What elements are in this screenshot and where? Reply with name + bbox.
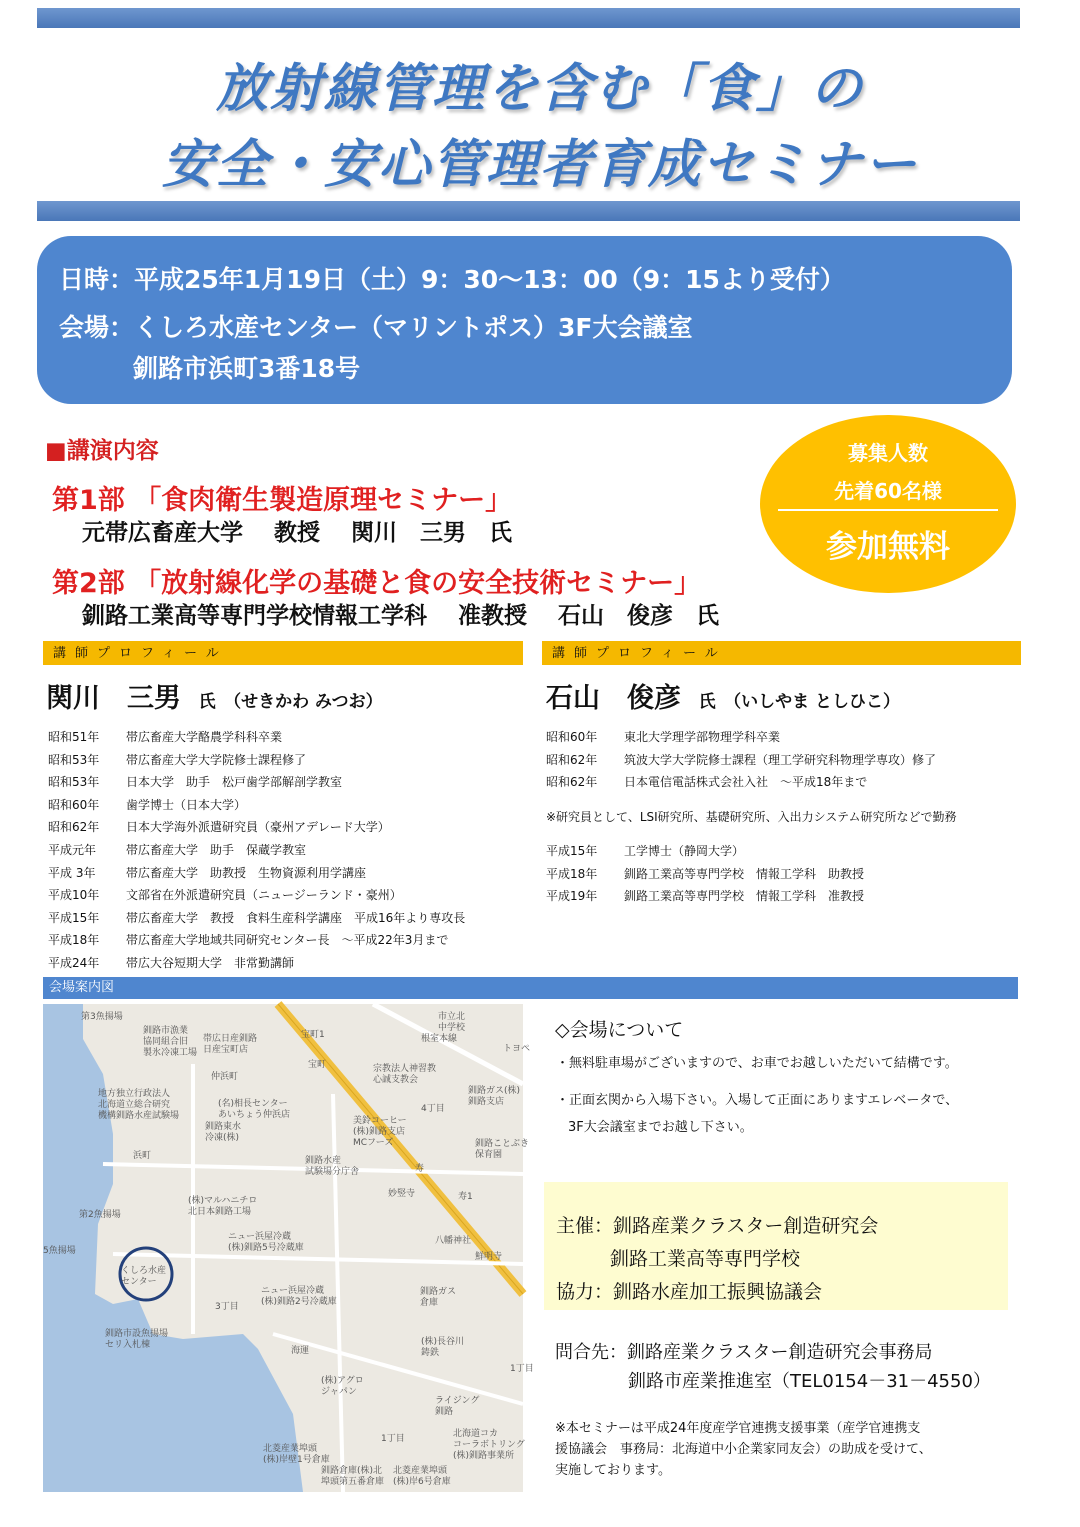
profile1-name: 関川 三男 — [46, 683, 181, 714]
venue-map[interactable] — [43, 1004, 534, 1492]
career-row — [546, 774, 867, 790]
career-text: 帯広畜産大学 助手 保蔵学教室 — [126, 843, 307, 857]
career-row — [48, 955, 294, 971]
street-2 — [113, 1254, 523, 1264]
career-row — [48, 842, 306, 858]
badge-line2: 先着60名様 — [834, 479, 942, 503]
career-year: 昭和51年 — [48, 730, 100, 744]
career-row — [546, 843, 744, 859]
map-label: 寿1 — [458, 1192, 473, 1202]
career-year: 平成元年 — [48, 843, 97, 857]
map-label: 第3魚揚場 — [81, 1012, 123, 1022]
map-label: (株)マルハニチロ 北日本釧路工場 — [188, 1196, 258, 1217]
contact-line1: 問合先：釧路産業クラスター創造研究会事務局 — [555, 1342, 933, 1363]
badge-divider — [778, 509, 998, 511]
career-year: 昭和53年 — [48, 752, 100, 767]
career-year: 昭和62年 — [546, 775, 598, 790]
map-label: 鮮明寺 — [475, 1252, 503, 1262]
part2-speaker: 釧路工業高等専門学校情報工学科 准教授 石山 俊彦 氏 — [82, 603, 720, 629]
dock-area — [43, 1129, 78, 1164]
career-row — [48, 910, 465, 926]
header-top-bar — [37, 8, 1020, 28]
map-label: 1丁目 — [381, 1434, 405, 1444]
career-row — [48, 729, 282, 745]
career-text: 帯広畜産大学酪農学科科卒業 — [126, 730, 283, 744]
map-label: 北海道コカ コーラボトリング (株)釧路事業所 — [453, 1429, 525, 1461]
profile1-reading: 氏 （せきかわ みつお） — [198, 692, 383, 712]
career-year: 平成19年 — [546, 889, 598, 904]
map-label: 1丁目 — [510, 1364, 534, 1374]
map-label: 帯広日産釧路 日産宝町店 — [203, 1034, 258, 1055]
venue-heading: ◇会場について — [555, 1019, 684, 1041]
map-label: 4丁目 — [421, 1104, 445, 1114]
career-text: 日本電信電話株式会社入社 ～平成18年まで — [624, 775, 868, 790]
career-text: 帯広大谷短期大学 非常勤講師 — [126, 956, 295, 970]
map-label: 5魚揚場 — [43, 1246, 76, 1256]
event-datetime: 日時：平成25年1月19日（土）9：30～13：00（9：15より受付） — [59, 265, 845, 294]
career-text: 帯広畜産大学 助教授 生物資源利用学講座 — [126, 865, 367, 880]
career-text: 東北大学理学部物理学科卒業 — [624, 730, 781, 744]
part1-title: 第1部 「食肉衛生製造原理セミナー」 — [52, 485, 513, 516]
venue-line1: ・無料駐車場がございますので、お車でお越しいただいて結構です。 — [556, 1056, 958, 1071]
badge-line1: 募集人数 — [848, 441, 928, 465]
career-text: 文部省在外派遣研究員（ニュージーランド・豪州） — [126, 888, 402, 903]
career-year: 平成15年 — [48, 910, 100, 925]
map-label: (株)アグロ ジャパン — [321, 1376, 364, 1397]
map-label: 市立北 中学校 — [438, 1012, 466, 1033]
career-row — [546, 752, 936, 768]
map-label: 釧路東水 冷凍(株) — [205, 1122, 242, 1143]
career-year: 昭和53年 — [48, 775, 100, 790]
career-text: 工学博士（静岡大学） — [624, 844, 745, 858]
map-label: 北菱産業埠頭 (株)岸壁1号倉庫 — [263, 1444, 330, 1465]
recruitment-badge — [760, 415, 1016, 593]
career-row — [48, 865, 366, 881]
organizer-line2: 釧路工業高等専門学校 — [610, 1248, 801, 1270]
map-label: (名)相長センター あいちょう仲浜店 — [218, 1099, 291, 1120]
profile2-name-row — [546, 676, 900, 715]
map-label: ライジング 釧路 — [435, 1396, 480, 1417]
map-label: ニュー浜屋冷蔵 (株)釧路2号冷蔵庫 — [261, 1286, 337, 1307]
career-row — [48, 797, 246, 813]
venue-line2: ・正面玄関から入場下さい。入場して正面にありますエレベータで、 — [556, 1093, 959, 1108]
title-line-2: 安全・安心管理者育成セミナー — [161, 135, 918, 195]
map-label: トヨペ — [503, 1044, 531, 1054]
note-line1: ※本セミナーは平成24年度産学官連携支援事業（産学官連携支 — [555, 1421, 921, 1436]
map-label: 釧路ガス 倉庫 — [420, 1287, 457, 1308]
map-label: 仲浜町 — [211, 1072, 239, 1082]
career-row — [48, 752, 306, 768]
career-row — [546, 729, 780, 745]
lecture-heading: ■講演内容 — [45, 438, 159, 464]
career-text: 帯広畜産大学 教授 食料生産科学講座 平成16年より専攻長 — [126, 910, 466, 925]
career-year: 昭和60年 — [48, 797, 100, 812]
career-row — [48, 819, 390, 835]
event-address: 釧路市浜町3番18号 — [133, 354, 361, 383]
career-text: 釧路工業高等専門学校 情報工学科 准教授 — [624, 889, 865, 904]
map-label: 浜町 — [133, 1151, 152, 1161]
map-label: 海運 — [291, 1346, 310, 1356]
map-bar: 会場案内図 — [43, 977, 1018, 999]
note-line2: 援協議会 事務局：北海道中小企業家同友会）の助成を受けて、 — [555, 1442, 932, 1457]
career-text: 帯広畜産大学大学院修士課程修了 — [126, 752, 307, 767]
career-text: 歯学博士（日本大学） — [126, 797, 247, 812]
part2-title: 第2部 「放射線化学の基礎と食の安全技術セミナー」 — [52, 568, 702, 599]
map-label: 釧路倉庫(株)北 埠頭第五番倉庫 — [321, 1466, 385, 1487]
map-label: 宝町 — [308, 1060, 327, 1070]
profile2-name: 石山 俊彦 — [546, 683, 681, 714]
career-text: 日本大学 助手 松戸歯学部解剖学教室 — [126, 775, 343, 790]
part1-speaker: 元帯広畜産大学 教授 関川 三男 氏 — [82, 520, 513, 546]
map-label: 釧路ガス(株) 釧路支店 — [468, 1086, 521, 1107]
profile2-reading: 氏 （いしやま としひこ） — [698, 692, 900, 712]
map-label: (株)長谷川 鋳鉄 — [421, 1337, 465, 1358]
career-year: 昭和62年 — [546, 752, 598, 767]
venue-line3: 3F大会議室までお越し下さい。 — [568, 1120, 753, 1135]
career-text: 日本大学海外派遣研究員（豪州アデレード大学） — [126, 820, 390, 835]
career-text: 帯広畜産大学地域共同研究センター長 ～平成22年3月まで — [126, 933, 449, 948]
career-row — [48, 932, 448, 948]
career-row — [48, 774, 342, 790]
map-label: 釧路水産 試験場分庁舎 — [305, 1156, 360, 1177]
note-line3: 実施しております。 — [555, 1463, 671, 1478]
profile-bar-left: 講師プロフィール — [43, 641, 523, 665]
career-year: 平成 3年 — [48, 865, 96, 880]
event-venue: 会場：くしろ水産センター（マリントポス）3F大会議室 — [59, 313, 693, 342]
career-text: 筑波大学大学院修士課程（理工学研究科物理学専攻）修了 — [624, 752, 937, 767]
map-label: 第2魚揚場 — [79, 1210, 121, 1220]
career-year: 平成24年 — [48, 956, 100, 970]
profile1-name-row — [46, 676, 383, 715]
career-year: 平成18年 — [546, 866, 598, 881]
map-label: 地方独立行政法人 北海道立総合研究 機構釧路水産試験場 — [98, 1089, 180, 1121]
map-label: 根室本線 — [421, 1034, 458, 1044]
career-row — [546, 888, 864, 904]
organizer-line3: 協力：釧路水産加工振興協議会 — [556, 1281, 823, 1303]
profile2-note: ※研究員として、LSI研究所、基礎研究所、入出力システム研究所などで勤務 — [546, 810, 957, 824]
map-label: 妙竪寺 — [388, 1189, 416, 1199]
profile-bar-right: 講師プロフィール — [542, 641, 1021, 665]
map-label: くしろ水産 センター — [121, 1266, 167, 1287]
map-label: 寿 — [415, 1164, 425, 1174]
career-year: 平成10年 — [48, 888, 100, 903]
organizer-box — [544, 1182, 1008, 1310]
map-label: 八幡神社 — [435, 1236, 472, 1246]
career-row — [48, 887, 402, 903]
career-row — [546, 866, 864, 882]
map-label: 美鈴コーヒー (株)釧路支店 MCフーズ — [353, 1116, 407, 1148]
career-year: 昭和62年 — [48, 820, 100, 835]
organizer-line1: 主催：釧路産業クラスター創造研究会 — [556, 1215, 879, 1237]
street-5 — [273, 1334, 523, 1404]
map-label: 宝町1 — [301, 1030, 325, 1040]
map-label: 3丁目 — [215, 1302, 239, 1312]
map-label: 釧路市漁業 協同組合旧 製氷冷凍工場 — [143, 1026, 198, 1058]
map-label: ニュー浜屋冷蔵 (株)釧路5号冷蔵庫 — [228, 1232, 304, 1253]
title-line-1: 放射線管理を含む「食」の — [215, 59, 864, 119]
map-label: 釧路市設魚揚場 セリ入札棟 — [105, 1329, 169, 1350]
career-text: 釧路工業高等専門学校 情報工学科 助教授 — [624, 866, 865, 881]
badge-line3: 参加無料 — [826, 529, 950, 565]
map-label: 釧路ことぶき 保育園 — [475, 1139, 530, 1160]
map-label: 北菱産業埠頭 (株)岸6号倉庫 — [393, 1466, 451, 1487]
event-info-box — [37, 236, 1012, 404]
map-label: 宗教法人神習教 心誠支教会 — [373, 1064, 437, 1085]
contact-line2: 釧路市産業推進室（TEL0154－31－4550） — [628, 1371, 991, 1392]
header-bottom-bar — [37, 201, 1020, 221]
career-year: 昭和60年 — [546, 730, 598, 744]
career-year: 平成15年 — [546, 844, 598, 858]
career-year: 平成18年 — [48, 933, 100, 948]
